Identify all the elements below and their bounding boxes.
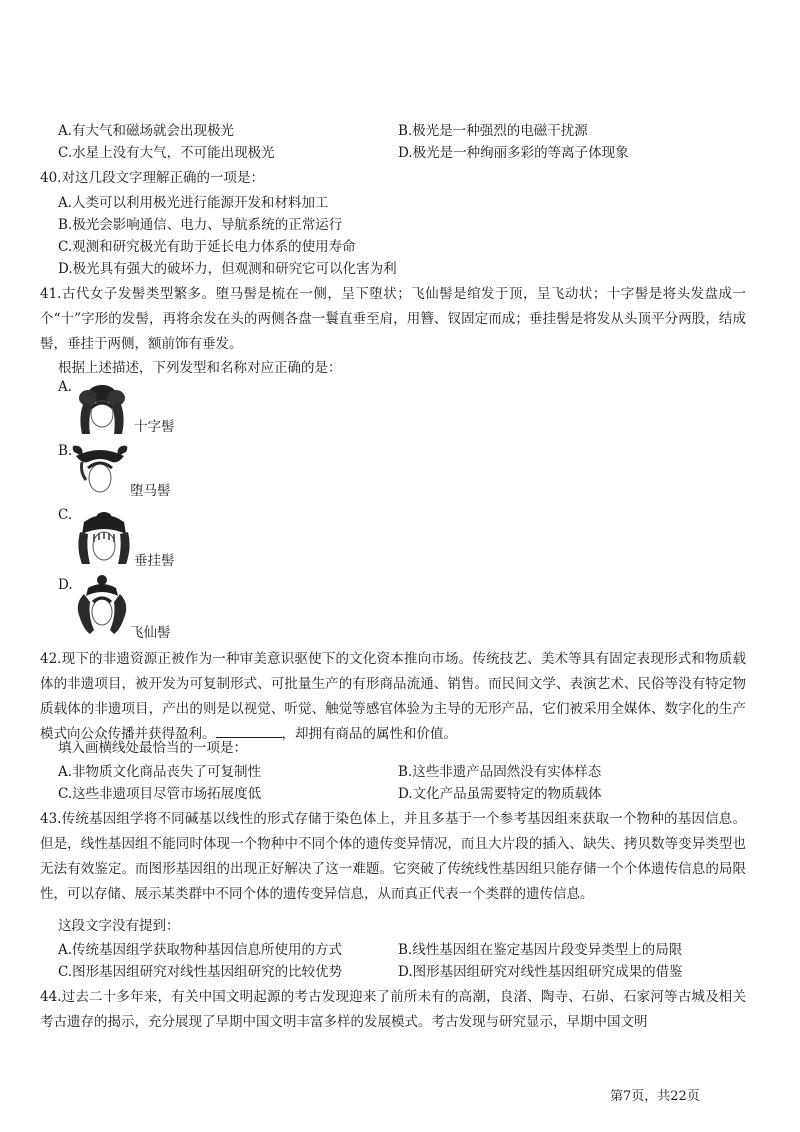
q41-option-a-letter: A. <box>58 379 73 395</box>
q39-option-d: D.极光是一种绚丽多彩的等离子体现象 <box>398 145 629 161</box>
q39-option-a: A.有大气和磁场就会出现极光 <box>58 123 235 139</box>
q40-option-b: B.极光会影响通信、电力、导航系统的正常运行 <box>58 217 343 233</box>
q41-stem: 41.古代女子发髻类型繁多。堕马髻是梳在一侧，呈下堕状；飞仙髻是绾发于顶，呈飞动状；十字髻是将头发盘成一个“十”字形的发髻，再将余发在头的两侧各盘一鬟直垂至肩，用簪、钗固定而成；垂挂髻是将发从头顶平分两股，结成髻，垂挂于两侧，额前饰有垂发。 <box>40 286 746 352</box>
q40-stem: 40.对这几段文字理解正确的一项是： <box>40 170 264 186</box>
q42-question: 填入画横线处最恰当的一项是： <box>58 740 247 756</box>
page-number: 第7页，共22页 <box>610 1089 700 1104</box>
q39-option-c: C.水星上没有大气，不可能出现极光 <box>58 145 275 161</box>
q42-blank <box>216 723 282 738</box>
q43-option-c: C.图形基因组研究对线性基因组研究的比较优势 <box>58 964 343 980</box>
q40-option-a: A.人类可以利用极光进行能源开发和材料加工 <box>58 195 329 211</box>
flying-fairy-bun-hairstyle-icon <box>72 574 132 638</box>
q41-option-a-name: 十字髻 <box>134 419 175 435</box>
q43-stem: 43.传统基因组学将不同碱基以线性的形式存储于染色体上，并且多基于一个参考基因组来获取一个物种的基因信息。但是，线性基因组不能同时体现一个物种中不同个体的遗传变异情况，而且大片段的插入、缺失、拷贝数等变异类型也无法有效鉴定。而图形基因组的出现正好解决了这一难题。它突破了传统线性基因组只能存储一个个体遗传信息的局限性，可以存储、展示某类群中不同个体的遗传变异信息，从而真正代表一个类群的遗传信息。 <box>40 811 746 902</box>
q43-question: 这段文字没有提到： <box>58 918 180 934</box>
q41-question: 根据上述描述，下列发型和名称对应正确的是： <box>58 360 342 376</box>
q39-option-b: B.极光是一种强烈的电磁干扰源 <box>398 123 588 139</box>
q42-option-c: C.这些非遗项目尽管市场拓展度低 <box>58 786 262 802</box>
hanging-bun-hairstyle-icon <box>72 508 136 568</box>
q42-stem-after: ，却拥有商品的属性和价值。 <box>281 726 457 742</box>
cross-bun-hairstyle-icon <box>70 380 134 440</box>
q42-stem-before: 42.现下的非遗资源正被作为一种审美意识驱使下的文化资本推向市场。传统技艺、美术等具有固定表现形式和物质载体的非遗项目，被开发为可复制形式、可批量生产的有形商品流通、销售。而民间文学、表演艺术、民俗等没有特定物质载体的非遗项目，产出的则是以视觉、听觉、触觉等感官体验为主导的无形产品，它们被采用全媒体、数字化的生产模式向公众传播并获得盈利。 <box>40 651 746 742</box>
q43-option-a: A.传统基因组学获取物种基因信息所使用的方式 <box>58 942 343 958</box>
q40-option-d: D.极光具有强大的破坏力，但观测和研究它可以化害为利 <box>58 261 397 277</box>
q41-option-c-name: 垂挂髻 <box>134 553 175 569</box>
q41-option-d-name: 飞仙髻 <box>130 625 171 641</box>
q39-options-row-2 <box>58 142 738 164</box>
q42-stem <box>40 647 746 747</box>
q43-option-b: B.线性基因组在鉴定基因片段变异类型上的局限 <box>398 942 683 958</box>
q41-option-b-name: 堕马髻 <box>130 483 171 499</box>
q41-option-b-letter: B. <box>58 443 73 459</box>
q42-options-row-2 <box>58 783 738 805</box>
q40-option-c: C.观测和研究极光有助于延长电力体系的使用寿命 <box>58 239 356 255</box>
q42-option-a: A.非物质文化商品丧失了可复制性 <box>58 764 262 780</box>
q41-option-c-letter: C. <box>58 507 73 523</box>
q42-option-b: B.这些非遗产品固然没有实体样态 <box>398 764 602 780</box>
q39-options-row-1 <box>58 120 738 142</box>
q43-options-row-1 <box>58 939 738 961</box>
q41-option-d-letter: D. <box>58 577 73 593</box>
q43-option-d: D.图形基因组研究对线性基因组研究成果的借鉴 <box>398 964 683 980</box>
q42-option-d: D.文化产品虽需要特定的物质载体 <box>398 786 602 802</box>
horse-fall-bun-hairstyle-icon <box>68 442 132 498</box>
q43-options-row-2 <box>58 961 738 983</box>
q42-options-row-1 <box>58 761 738 783</box>
q44-stem: 44.过去二十多年来，有关中国文明起源的考古发现迎来了前所未有的高潮，良渚、陶寺、石峁、石家河等古城及相关考古遗存的揭示，充分展现了早期中国文明丰富多样的发展模式。考古发现与研究显示，早期中国文明 <box>40 989 746 1030</box>
